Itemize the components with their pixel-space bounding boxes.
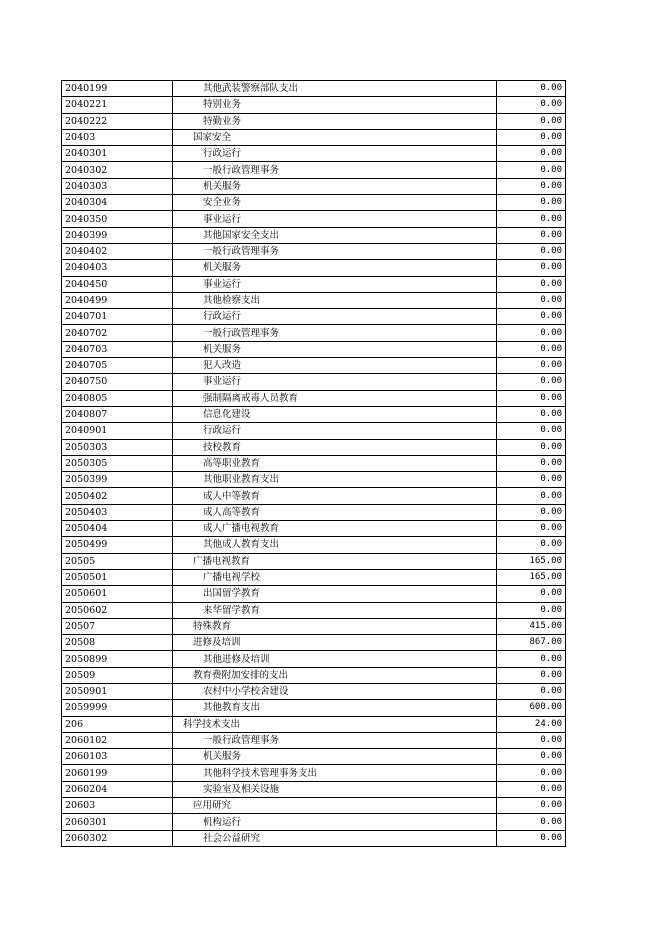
account-name: 犯人改造 — [173, 358, 497, 374]
table-row — [62, 227, 566, 243]
account-name: 进修及培训 — [173, 635, 497, 651]
amount: 0.00 — [497, 472, 566, 488]
account-name: 应用研究 — [173, 798, 497, 814]
table-row — [62, 178, 566, 194]
table-row — [62, 569, 566, 585]
account-code: 2050402 — [62, 488, 173, 504]
table-row — [62, 195, 566, 211]
table-row — [62, 406, 566, 422]
account-name: 技校教育 — [173, 439, 497, 455]
table-row — [62, 537, 566, 553]
amount: 0.00 — [497, 211, 566, 227]
table-row — [62, 374, 566, 390]
table-row — [62, 325, 566, 341]
table-row — [62, 651, 566, 667]
account-code: 20509 — [62, 667, 173, 683]
amount: 0.00 — [497, 781, 566, 797]
account-code: 2050899 — [62, 651, 173, 667]
account-code: 2040199 — [62, 81, 173, 97]
amount: 0.00 — [497, 602, 566, 618]
amount: 0.00 — [497, 488, 566, 504]
table-row — [62, 635, 566, 651]
table-row — [62, 683, 566, 699]
account-name: 社会公益研究 — [173, 830, 497, 846]
account-name: 强制隔离戒毒人员教育 — [173, 390, 497, 406]
table-row — [62, 521, 566, 537]
amount: 0.00 — [497, 439, 566, 455]
account-code: 2040750 — [62, 374, 173, 390]
account-code: 20508 — [62, 635, 173, 651]
amount: 165.00 — [497, 569, 566, 585]
account-code: 206 — [62, 716, 173, 732]
table-row — [62, 358, 566, 374]
budget-table — [61, 80, 566, 847]
account-code: 2040807 — [62, 406, 173, 422]
account-name: 成人中等教育 — [173, 488, 497, 504]
account-code: 2040402 — [62, 243, 173, 259]
table-row — [62, 146, 566, 162]
amount: 165.00 — [497, 553, 566, 569]
account-code: 2060103 — [62, 749, 173, 765]
account-code: 2040701 — [62, 309, 173, 325]
table-row — [62, 732, 566, 748]
amount: 0.00 — [497, 227, 566, 243]
table-row — [62, 602, 566, 618]
account-code: 2040705 — [62, 358, 173, 374]
amount: 0.00 — [497, 113, 566, 129]
account-name: 其他教育支出 — [173, 700, 497, 716]
amount: 0.00 — [497, 406, 566, 422]
amount: 867.00 — [497, 635, 566, 651]
account-code: 20507 — [62, 618, 173, 634]
account-name: 农村中小学校舍建设 — [173, 683, 497, 699]
account-name: 教育费附加安排的支出 — [173, 667, 497, 683]
account-code: 2060102 — [62, 732, 173, 748]
table-row — [62, 423, 566, 439]
account-name: 成人广播电视教育 — [173, 521, 497, 537]
amount: 600.00 — [497, 700, 566, 716]
amount: 0.00 — [497, 309, 566, 325]
account-code: 2040499 — [62, 292, 173, 308]
account-name: 一般行政管理事务 — [173, 243, 497, 259]
account-code: 2040304 — [62, 195, 173, 211]
amount: 0.00 — [497, 537, 566, 553]
account-code: 2040222 — [62, 113, 173, 129]
account-name: 行政运行 — [173, 146, 497, 162]
table-row — [62, 276, 566, 292]
account-code: 2040302 — [62, 162, 173, 178]
table-row — [62, 488, 566, 504]
account-name: 事业运行 — [173, 211, 497, 227]
account-name: 特殊教育 — [173, 618, 497, 634]
amount: 0.00 — [497, 243, 566, 259]
account-code: 2040901 — [62, 423, 173, 439]
account-name: 其他成人教育支出 — [173, 537, 497, 553]
account-name: 科学技术支出 — [173, 716, 497, 732]
account-code: 20403 — [62, 129, 173, 145]
amount: 0.00 — [497, 390, 566, 406]
account-code: 2050901 — [62, 683, 173, 699]
account-name: 机构运行 — [173, 814, 497, 830]
table-row — [62, 455, 566, 471]
amount: 0.00 — [497, 81, 566, 97]
table-row — [62, 814, 566, 830]
amount: 0.00 — [497, 765, 566, 781]
table-row — [62, 439, 566, 455]
amount: 0.00 — [497, 521, 566, 537]
table-row — [62, 81, 566, 97]
table-row — [62, 113, 566, 129]
account-code: 2050601 — [62, 586, 173, 602]
account-name: 一般行政管理事务 — [173, 732, 497, 748]
account-name: 信息化建设 — [173, 406, 497, 422]
amount: 24.00 — [497, 716, 566, 732]
table-row — [62, 292, 566, 308]
table-row — [62, 243, 566, 259]
account-code: 20603 — [62, 798, 173, 814]
table-row — [62, 798, 566, 814]
account-name: 一般行政管理事务 — [173, 162, 497, 178]
table-row — [62, 260, 566, 276]
amount: 0.00 — [497, 374, 566, 390]
amount: 0.00 — [497, 683, 566, 699]
amount: 0.00 — [497, 341, 566, 357]
table-row — [62, 162, 566, 178]
amount: 0.00 — [497, 814, 566, 830]
account-code: 2040450 — [62, 276, 173, 292]
account-name: 行政运行 — [173, 423, 497, 439]
account-name: 其他武装警察部队支出 — [173, 81, 497, 97]
account-name: 其他职业教育支出 — [173, 472, 497, 488]
amount: 0.00 — [497, 178, 566, 194]
account-code: 2050403 — [62, 504, 173, 520]
table-row — [62, 586, 566, 602]
account-name: 事业运行 — [173, 374, 497, 390]
account-code: 2040805 — [62, 390, 173, 406]
account-name: 机关服务 — [173, 749, 497, 765]
amount: 0.00 — [497, 292, 566, 308]
account-name: 高等职业教育 — [173, 455, 497, 471]
account-name: 机关服务 — [173, 341, 497, 357]
account-name: 其他进修及培训 — [173, 651, 497, 667]
account-name: 出国留学教育 — [173, 586, 497, 602]
account-code: 2040301 — [62, 146, 173, 162]
budget-table-body — [62, 81, 566, 847]
table-row — [62, 830, 566, 846]
table-row — [62, 716, 566, 732]
account-code: 2050305 — [62, 455, 173, 471]
account-name: 成人高等教育 — [173, 504, 497, 520]
table-row — [62, 667, 566, 683]
account-code: 2050303 — [62, 439, 173, 455]
account-name: 特勤业务 — [173, 113, 497, 129]
amount: 0.00 — [497, 423, 566, 439]
account-code: 2050404 — [62, 521, 173, 537]
table-row — [62, 309, 566, 325]
account-name: 安全业务 — [173, 195, 497, 211]
amount: 0.00 — [497, 504, 566, 520]
table-row — [62, 341, 566, 357]
table-row — [62, 618, 566, 634]
amount: 415.00 — [497, 618, 566, 634]
amount: 0.00 — [497, 195, 566, 211]
account-name: 行政运行 — [173, 309, 497, 325]
account-name: 机关服务 — [173, 178, 497, 194]
account-code: 2050399 — [62, 472, 173, 488]
table-row — [62, 504, 566, 520]
amount: 0.00 — [497, 97, 566, 113]
account-name: 其他科学技术管理事务支出 — [173, 765, 497, 781]
table-row — [62, 765, 566, 781]
account-code: 2040403 — [62, 260, 173, 276]
amount: 0.00 — [497, 455, 566, 471]
account-code: 20505 — [62, 553, 173, 569]
amount: 0.00 — [497, 129, 566, 145]
account-name: 广播电视学校 — [173, 569, 497, 585]
account-code: 2060204 — [62, 781, 173, 797]
account-code: 2040221 — [62, 97, 173, 113]
table-row — [62, 390, 566, 406]
account-name: 实验室及相关设施 — [173, 781, 497, 797]
account-code: 2050499 — [62, 537, 173, 553]
table-row — [62, 553, 566, 569]
amount: 0.00 — [497, 732, 566, 748]
account-name: 国家安全 — [173, 129, 497, 145]
account-code: 2040703 — [62, 341, 173, 357]
account-name: 来华留学教育 — [173, 602, 497, 618]
amount: 0.00 — [497, 667, 566, 683]
account-name: 其他检察支出 — [173, 292, 497, 308]
amount: 0.00 — [497, 276, 566, 292]
account-code: 2050501 — [62, 569, 173, 585]
amount: 0.00 — [497, 830, 566, 846]
table-row — [62, 97, 566, 113]
account-name: 机关服务 — [173, 260, 497, 276]
table-row — [62, 129, 566, 145]
amount: 0.00 — [497, 325, 566, 341]
table-row — [62, 781, 566, 797]
account-name: 其他国家安全支出 — [173, 227, 497, 243]
account-code: 2059999 — [62, 700, 173, 716]
amount: 0.00 — [497, 146, 566, 162]
amount: 0.00 — [497, 586, 566, 602]
account-code: 2060302 — [62, 830, 173, 846]
amount: 0.00 — [497, 260, 566, 276]
amount: 0.00 — [497, 358, 566, 374]
amount: 0.00 — [497, 798, 566, 814]
account-code: 2040350 — [62, 211, 173, 227]
amount: 0.00 — [497, 749, 566, 765]
table-row — [62, 211, 566, 227]
account-name: 事业运行 — [173, 276, 497, 292]
amount: 0.00 — [497, 651, 566, 667]
table-row — [62, 700, 566, 716]
account-name: 广播电视教育 — [173, 553, 497, 569]
account-name: 一般行政管理事务 — [173, 325, 497, 341]
account-code: 2040702 — [62, 325, 173, 341]
account-name: 特别业务 — [173, 97, 497, 113]
account-code: 2060301 — [62, 814, 173, 830]
account-code: 2040399 — [62, 227, 173, 243]
account-code: 2060199 — [62, 765, 173, 781]
table-row — [62, 749, 566, 765]
table-row — [62, 472, 566, 488]
amount: 0.00 — [497, 162, 566, 178]
account-code: 2040303 — [62, 178, 173, 194]
account-code: 2050602 — [62, 602, 173, 618]
